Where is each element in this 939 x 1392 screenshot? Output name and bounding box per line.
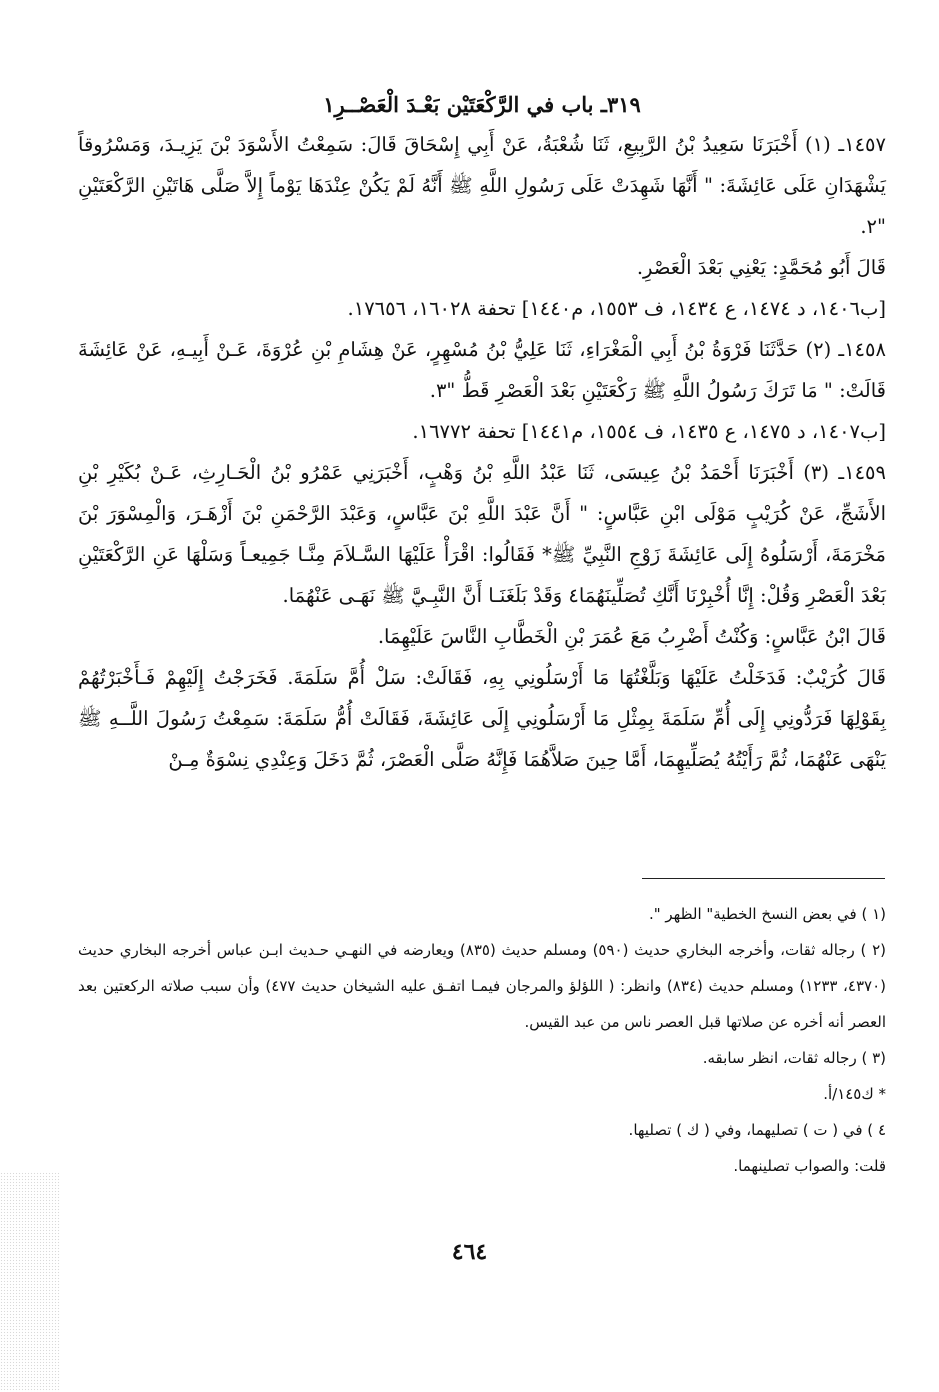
hadith-1457-text: ١٤٥٧ـ (١) أَخْبَرَنَا سَعِيدُ بْنُ الرَّبِيعِ، ثَنَا شُعْبَةُ، عَنْ أَبِي إِسْحَاقَ قَالَ: سَمِعْتُ الأَسْوَدَ بْنَ يَزِيـدَ، وَمَسْرُوقاً يَشْهَدَانِ عَلَى عَائِشَةَ: " أَنَّهَا شَهِدَتْ عَلَى رَسُولِ اللَّهِ ﷺ أَنَّهُ لَمْ يَكُنْ عِنْدَهَا يَوْماً إِلاَّ صَلَّى هَاتَيْنِ الرَّكْعَتَيْنِ "٢. xyxy=(78,133,886,238)
footnote-2: (٢ ) رجاله ثقات، وأخرجه البخاري حديث (٥٩٠) ومسلم حديث (٨٣٥) ويعارضه في النهـي حـديث ابـن عباس أخرجه البخاري حديث (٤٣٧٠، ١٢٣٣) ومسلم حديث (٨٣٤) وانظر: ( اللؤلؤ والمرجان فيمـا اتفـق عليه الشيخان حديث ٤٧٧) وأن سبب صلاته الركعتين بعد العصر أنه أخره عن صلاتها قبل العصر ناس من عبد القيس. xyxy=(78,941,886,1031)
chapter-title: ٣١٩ـ باب في الرَّكْعَتَيْن بَعْـدَ الْعَصْــرِ١ xyxy=(323,92,641,117)
footnote-4: ٤ ) في ( ت ) تصليهما، وفي ( ك ) تصليها. xyxy=(628,1121,886,1139)
scan-texture xyxy=(0,1172,60,1392)
footnote-3: (٣ ) رجاله ثقات، انظر سابقه. xyxy=(702,1049,886,1067)
hadith-1459-ibn-abbas: قَالَ ابْنُ عَبَّاسٍ: وَكُنْتُ أَضْرِبُ مَعَ عُمَرَ بْنِ الْخَطَّابِ النَّاسَ عَلَيْهِمَا. xyxy=(377,625,886,648)
hadith-1458-text: ١٤٥٨ـ (٢) حَدَّثَنَا فَرْوَةُ بْنُ أَبِي الْمَغْرَاءِ، ثَنَا عَلِيُّ بْنُ مُسْهِرٍ، عَنْ هِشَامِ بْنِ عُرْوَةَ، عَـنْ أَبِيـهِ، عَنْ عَائِشَةَ قَالَتْ: " مَا تَرَكَ رَسُولُ اللَّهِ ﷺ رَكْعَتَيْنِ بَعْدَ الْعَصْرِ قَطُّ "٣. xyxy=(78,338,886,402)
page-body xyxy=(78,90,886,780)
hadith-1457-comment: قَالَ أَبُو مُحَمَّدٍ: يَعْنِي بَعْدَ الْعَصْرِ. xyxy=(636,256,886,279)
hadith-1457-reference: [ب١٤٠٦، د ١٤٧٤، ع ١٤٣٤، ف ١٥٥٣، م١٤٤٠] تحفة ١٦٠٢٨، ١٧٦٥٦. xyxy=(347,297,886,320)
footnotes xyxy=(78,896,886,1184)
footnote-star: * ك١٤٥/أ. xyxy=(823,1085,886,1103)
page-number: ٤٦٤ xyxy=(451,1239,488,1265)
hadith-1459-text: ١٤٥٩ـ (٣) أَخْبَرَنَا أَحْمَدُ بْنُ عِيسَى، ثَنَا عَبْدُ اللَّهِ بْنُ وَهْبٍ، أَخْبَرَنِي عَمْرُو بْنُ الْحَـارِثِ، عَـنْ بُكَيْرِ بْنِ الأَشَجِّ، عَنْ كُرَيْبٍ مَوْلَى ابْنِ عَبَّاسٍ: " أَنَّ عَبْدَ اللَّهِ بْنَ عَبَّاسٍ، وَعَبْدَ الرَّحْمَنِ بْنَ أَزْهَـرَ، وَالْمِسْوَرَ بْنَ مَخْرَمَةَ، أَرْسَلُوهُ إِلَى عَائِشَةَ زَوْجِ النَّبِيِّ ﷺ* فَقَالُوا: اقْرَأْ عَلَيْهَا السَّـلاَمَ مِنَّـا جَمِيعـاً وَسَلْهَا عَنِ الرَّكْعَتَيْنِ بَعْدَ الْعَصْرِ وَقُلْ: إِنَّا أُخْبِرْنَا أَنَّكِ تُصَلِّينَهُمَا٤ وَقَدْ بَلَغَنَـا أَنَّ النَّبِـيَّ ﷺ نَهَـى عَنْهُمَا. xyxy=(78,461,886,607)
footnote-1: (١ ) في بعض النسخ الخطية" الظهر ". xyxy=(648,905,886,923)
hadith-1459-kurayb: قَالَ كُرَيْبٌ: فَدَخَلْتُ عَلَيْهَا وَبَلَّغْتُهَا مَا أَرْسَلُونِي بِهِ، فَقَالَتْ: سَلْ أُمَّ سَلَمَةَ. فَخَرَجْتُ إِلَيْهِمْ فَـأَخْبَرْتُهُمْ بِقَوْلِهَا فَرَدُّونِي إِلَى أُمِّ سَلَمَةَ بِمِثْلِ مَا أَرْسَلُونِي إِلَى عَائِشَةَ، فَقَالَتْ أُمُّ سَلَمَةَ: سَمِعْتُ رَسُولَ اللَّــهِ ﷺ يَنْهَى عَنْهُمَا، ثُمَّ رَأَيْتُهُ يُصَلِّيهِمَا، أَمَّا حِينَ صَلاَّهُمَا فَإِنَّهُ صَلَّى الْعَصْرَ، ثُمَّ دَخَلَ وَعِنْدِي نِسْوَةٌ مِـنْ xyxy=(78,666,886,771)
footnote-divider xyxy=(642,878,885,879)
hadith-1458-reference: [ب١٤٠٧، د ١٤٧٥، ع ١٤٣٥، ف ١٥٥٤، م١٤٤١] تحفة ١٦٧٧٢. xyxy=(412,420,886,443)
footnote-4-note: قلت: والصواب تصلينهما. xyxy=(733,1157,886,1175)
